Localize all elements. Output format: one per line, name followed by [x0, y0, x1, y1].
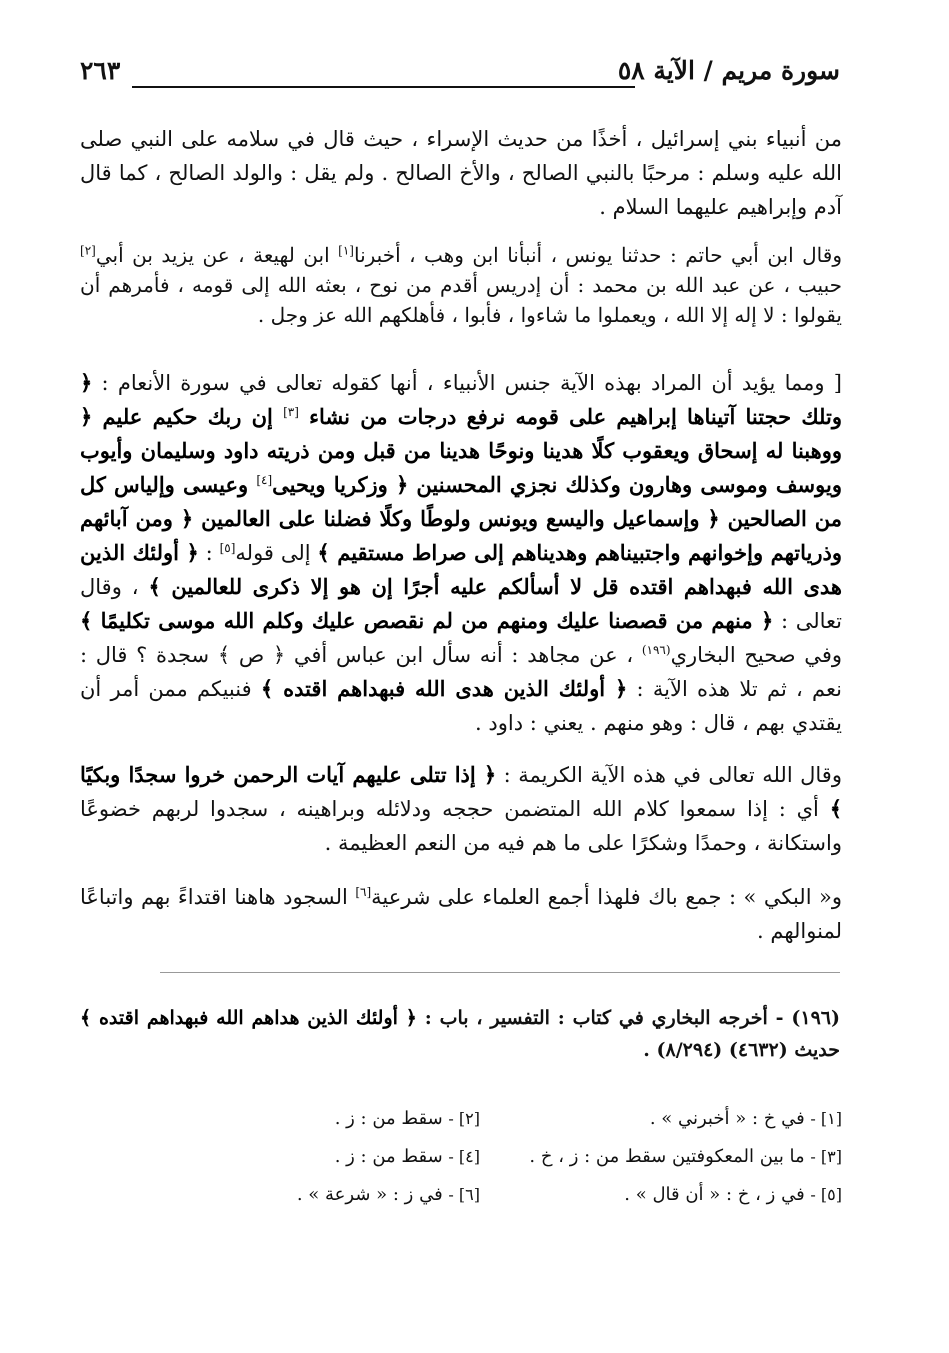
footnote-ref[interactable]: [١]: [338, 243, 354, 258]
paragraph-3: [80, 366, 842, 740]
paragraph-text: وقال الله تعالى في هذه الآية الكريمة :: [496, 763, 842, 787]
note-text: سقط من : ز .: [334, 1146, 443, 1167]
note-marker: [٦] -: [448, 1185, 480, 1204]
quran-quote: ﴿ منهم من قصصنا عليك ومنهم من لم نقصص عليك وكلم الله موسى تكليمًا ﴾: [80, 608, 774, 633]
quran-quote: ﴿ إذا تتلى عليهم آيات الرحمن خروا سجدًا وبكيًا ﴾: [80, 762, 842, 821]
quran-quote: ﴿ أولئك الذين هدى الله فبهداهم اقتده ﴾: [260, 676, 628, 701]
note-text: في ز ، خ : « أن قال » .: [624, 1184, 805, 1205]
paragraph-text: أي : إذا سمعوا كلام الله المتضمن حججه ودلائله وبراهينه ، سجدوا لربهم خضوعًا واستكانة ، وحمدًا وشكرًا على ما هم فيه من النعم العظيمة .: [80, 797, 842, 855]
paragraph-text: حبيب ، عن عبد الله بن محمد : أن إدريس أقدم من نوح ، بعثه الله إلى قومه ، فأمرهم أن يقولوا : لا إله إلا الله ، ويعملوا ما شاءوا ، فأبوا ، فأهلكهم الله عز وجل .: [80, 273, 842, 327]
paragraph-text: ، وقال تعالى :: [80, 575, 842, 633]
footnote-ref[interactable]: (١٩٦): [641, 643, 671, 657]
notes-row: [230, 1108, 842, 1146]
paragraph-text: السجود هاهنا اقتداءً بهم واتباعًا لمنوالهم .: [80, 885, 842, 943]
footnote-quote: ﴿ أولئك الذين هداهم الله فبهداهم اقتده ﴾: [80, 1007, 417, 1029]
note-item: [492, 1108, 842, 1146]
paragraph-text: وفي صحيح البخاري: [670, 643, 842, 667]
footnote-text: حديث (٤٦٣٢) (٨/٢٩٤) .: [643, 1039, 840, 1061]
paragraph-text: ، عن مجاهد : أنه سأل ابن عباس أفي ﴿ ص ﴾ سجدة ؟ قال : نعم ، ثم تلا هذه الآية :: [80, 643, 843, 701]
note-item: [230, 1146, 480, 1184]
quran-quote: ﴿ أولئك الذين هدى الله فبهداهم اقتده قل لا أسألكم عليه أجرًا إن هو إلا ذكرى للعالمين ﴾: [80, 540, 843, 599]
note-text: سقط من : ز .: [334, 1108, 443, 1129]
footnote-196: [80, 1002, 840, 1066]
note-marker: [١] -: [810, 1109, 842, 1128]
note-marker: [٣] -: [810, 1147, 842, 1166]
quran-quote: ﴿ وتلك حجتنا آتيناها إبراهيم على قومه نرفع درجات من نشاء: [80, 370, 842, 429]
footnote-ref[interactable]: [٤]: [256, 473, 273, 487]
footnote-ref[interactable]: [٦]: [355, 885, 372, 899]
page-number: ٢٦٣: [80, 56, 121, 85]
quran-quote: وعيسى وإلياس كل من الصالحين ﴿ وإسماعيل واليسع ويونس ولوطًا وكلًا فضلنا على العالمين ﴿ ومن آبائهم وذرياتهم وإخوانهم واجتبيناهم وهديناهم إلى صراط مستقيم ﴾: [80, 472, 842, 565]
paragraph-2: [80, 240, 842, 330]
paragraph-5: [80, 880, 842, 948]
note-marker: [٥] -: [810, 1185, 842, 1204]
notes-row: [230, 1184, 842, 1222]
note-item: [492, 1184, 842, 1222]
footnote-divider: [160, 972, 840, 973]
note-item: [230, 1184, 480, 1222]
paragraph-text: و« البكي » : جمع باك فلهذا أجمع العلماء على شرعية: [371, 885, 843, 909]
note-text: ما بين المعكوفتين سقط من : ز ، خ .: [529, 1146, 805, 1167]
header-rule: [132, 86, 635, 88]
paragraph-text: :: [198, 541, 220, 565]
paragraph-text: [ ومما يؤيد أن المراد بهذه الآية جنس الأنبياء ، أنها كقوله تعالى في سورة الأنعام :: [92, 371, 842, 395]
running-title: سورة مريم / الآية ٥٨: [617, 56, 840, 85]
paragraph-text: من أنبياء بني إسرائيل ، أخذًا من حديث الإسراء ، حيث قال في سلامه على النبي صلى الله عليه وسلم : مرحبًا بالنبي الصالح ، والأخ الصالح . ولم يقل : والولد الصالح ، كما قال آدم وإبراهيم عليهما السلام .: [80, 127, 842, 219]
note-marker: [٤] -: [448, 1147, 480, 1166]
manuscript-notes: [230, 1108, 842, 1222]
paragraph-text: إلى قوله: [235, 541, 318, 565]
note-marker: [٢] -: [448, 1109, 480, 1128]
paragraph-text: ابن لهيعة ، عن يزيد بن أبي: [95, 243, 339, 267]
note-item: [492, 1146, 842, 1184]
page-header: [80, 56, 840, 96]
footnote-text: (١٩٦) - أخرجه البخاري في كتاب : التفسير ، باب :: [416, 1007, 840, 1029]
note-text: في ز : « شرعة » .: [296, 1184, 443, 1205]
footnote-ref[interactable]: [٥]: [219, 541, 236, 555]
paragraph-1: [80, 122, 842, 224]
paragraph-4: [80, 758, 842, 860]
note-item: [230, 1108, 480, 1146]
paragraph-text: فنبيكم ممن أمر أن يقتدي بهم ، قال : وهو منهم . يعني : داود .: [80, 677, 842, 735]
footnote-ref[interactable]: [٢]: [80, 243, 96, 258]
quran-quote: إن ربك حكيم عليم ﴿ ووهبنا له إسحاق ويعقوب كلًا هدينا ونوحًا هدينا من قبل ومن ذريته داود وسليمان وأيوب ويوسف وموسى وهارون وكذلك نجزي المحسنين ﴿ وزكريا ويحيى: [80, 404, 842, 497]
notes-row: [230, 1146, 842, 1184]
footnote-ref[interactable]: [٣]: [283, 405, 299, 419]
note-text: في خ : « أخبرني » .: [649, 1108, 805, 1129]
paragraph-text: وقال ابن أبي حاتم : حدثنا يونس ، أنبأنا ابن وهب ، أخبرنا: [353, 243, 842, 267]
